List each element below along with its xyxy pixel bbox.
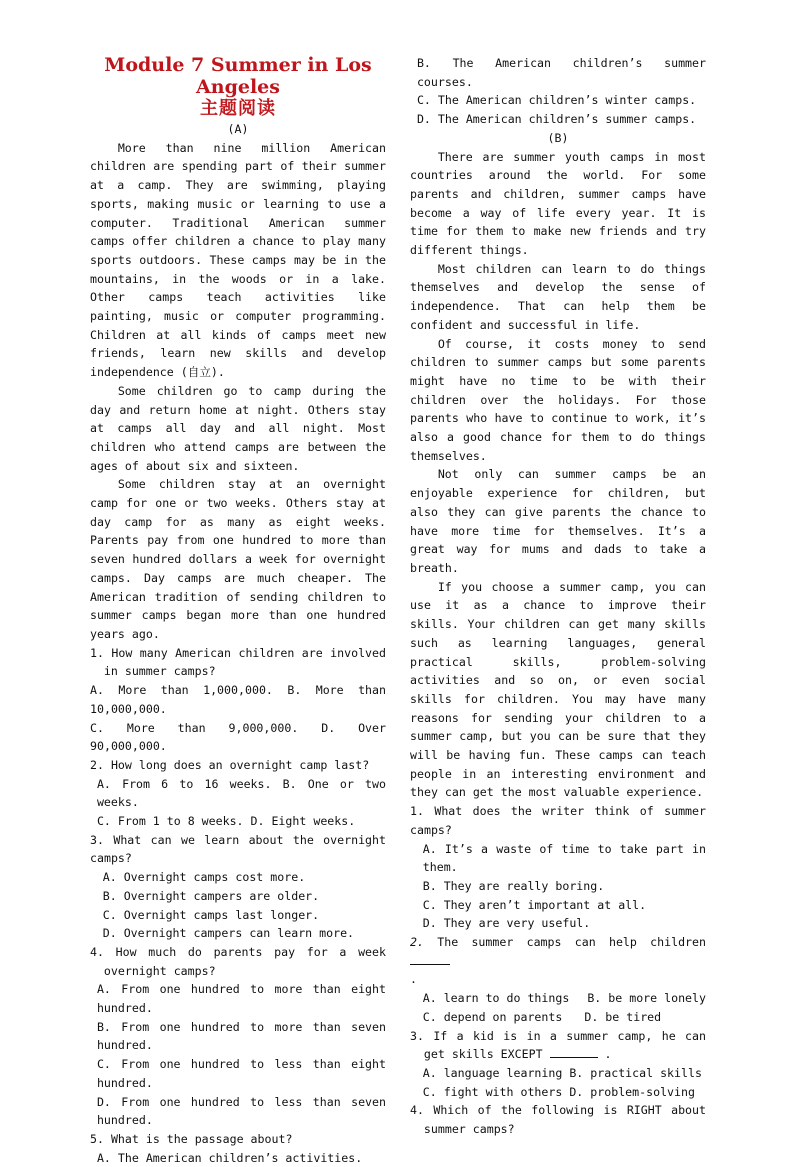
question-b1: 1. What does the writer think of summer camps? — [410, 804, 706, 837]
question-b3-end: . — [597, 1047, 612, 1062]
question-b1-option-c: C. They aren’t important at all. — [422, 897, 647, 912]
question-a4-option-d: D. From one hundred to less than seven hundred. — [96, 1094, 386, 1128]
question-b3-options-1: A. language learning B. practical skills — [422, 1065, 702, 1080]
question-b2 — [410, 933, 706, 989]
question-a5-option-b: B. The American children’s summer courses. — [416, 56, 706, 89]
question-b2-number: 2. — [410, 935, 424, 950]
page-title — [90, 54, 386, 120]
passage-b-label: (B) — [547, 130, 569, 145]
question-b1-option-b: B. They are really boring. — [422, 878, 605, 893]
question-a4-option-c: C. From one hundred to less than eight hundred. — [96, 1057, 386, 1090]
question-a1-options-2: C. More than 9,000,000. D. Over 90,000,000. — [90, 720, 386, 754]
question-a5-option-c: C. The American children’s winter camps. — [416, 93, 697, 108]
passage-b-paragraph-1: There are summer youth camps in most countries around the world. For some parents and children, summer camps have become a way of life every year. It is time for them to make new friends and try different things. — [410, 149, 706, 258]
question-b1-option-d: D. They are very useful. — [422, 916, 591, 931]
question-a3-option-d: D. Overnight campers can learn more. — [102, 926, 355, 941]
subtitle: 主题阅读 — [200, 98, 276, 119]
passage-a-paragraph-2: Some children go to camp during the day and return home at night. Others stay at camps all day and all night. Most children who attend camps are between the ages of about six and sixteen. — [90, 383, 386, 473]
module-title: Module 7 Summer in Los Angeles — [104, 54, 372, 98]
answer-blank — [410, 952, 450, 965]
question-b2-end: . — [410, 972, 417, 987]
question-a2-options-1: A. From 6 to 16 weeks. B. One or two weeks. — [96, 776, 386, 810]
question-b2-option-b: B. be more lonely — [587, 991, 706, 1006]
question-a4-option-a: A. From one hundred to more than eight hundred. — [96, 982, 386, 1016]
question-b2-options-row-1 — [410, 989, 706, 1008]
question-a3-option-c: C. Overnight camps last longer. — [102, 907, 320, 922]
question-a3-option-b: B. Overnight campers are older. — [102, 888, 320, 903]
passage-a-label: (A) — [227, 122, 249, 136]
question-a3: 3. What can we learn about the overnight camps? — [90, 832, 386, 866]
passage-b-paragraph-5: If you choose a summer camp, you can use it as a chance to improve their skills. Your children can get many skills such as learning languages, general practical skills, problem-solving activities and so on, or even social skills for children. You may have many reasons for sending your children to a summer camp, but you can be sure that they will be having fun. These camps can teach people in an interesting environment and they can get the most valuable experience. — [410, 579, 706, 800]
question-b2-stem: The summer camps can help children — [423, 935, 706, 950]
passage-b-paragraph-2: Most children can learn to do things themselves and develop the sense of independence. That can help them be confident and successful in life. — [410, 261, 706, 332]
question-a2: 2. How long does an overnight camp last? — [90, 757, 370, 772]
question-b2-options-row-2 — [410, 1008, 706, 1027]
passage-b-paragraph-3: Of course, it costs money to send children to summer camps but some parents might have no time to be with their children over the holidays. For those parents who have to continue to work, it’s also a good chance for them to do things themselves. — [410, 336, 706, 463]
question-b2-option-d: D. be tired — [584, 1009, 662, 1024]
passage-a-paragraph-3: Some children stay at an overnight camp for one or two weeks. Others stay at day camp for as many as eight weeks. Parents pay from one hundred to more than seven hundred dollars a week for overnight camps. Day camps are much cheaper. The American tradition of sending children to summer camps began more than one hundred years ago. — [90, 477, 386, 641]
question-b1-option-a: A. It’s a waste of time to take part in them. — [422, 841, 706, 875]
left-column — [90, 54, 386, 1167]
question-b2-option-a: A. learn to do things — [422, 991, 570, 1006]
question-b3 — [410, 1027, 706, 1064]
question-a4: 4. How much do parents pay for a week overnight camps? — [90, 944, 386, 978]
question-a4-option-b: B. From one hundred to more than seven hundred. — [96, 1019, 386, 1053]
question-a3-option-a: A. Overnight camps cost more. — [102, 870, 306, 885]
passage-a-paragraph-1: More than nine million American children are spending part of their summer at a camp. They are swimming, playing sports, making music or learning to use a computer. Traditional American summer camps offer children a chance to play many sports outdoors. These camps may be in the mountains, in the woods or in a lake. Other camps teach activities like painting, music or computer programming. Children at all kinds of camps meet new friends, learn new skills and develop independence (自立). — [90, 140, 386, 380]
passage-b-paragraph-4: Not only can summer camps be an enjoyable experience for children, but also they can give parents the chance to have more time for themselves. It’s a great way for mums and dads to take a breath. — [410, 467, 706, 575]
question-a1-options-1: A. More than 1,000,000. B. More than 10,000,000. — [90, 683, 386, 716]
question-b2-option-c: C. depend on parents — [422, 1009, 563, 1024]
question-a5: 5. What is the passage about? — [90, 1131, 293, 1146]
question-a1: 1. How many American children are involved in summer camps? — [90, 645, 386, 679]
answer-blank — [550, 1045, 598, 1058]
question-a2-options-2: C. From 1 to 8 weeks. D. Eight weeks. — [96, 814, 356, 829]
right-column — [410, 54, 706, 1139]
question-b3-options-2: C. fight with others D. problem-solving — [422, 1084, 695, 1099]
question-a5-option-a: A. The American children’s activities. — [96, 1150, 363, 1165]
question-a5-option-d: D. The American children’s summer camps. — [416, 112, 697, 127]
question-b4: 4. Which of the following is RIGHT about summer camps? — [410, 1103, 706, 1137]
question-b3-stem: 3. If a kid is in a summer camp, he can get skills EXCEPT — [410, 1028, 706, 1062]
